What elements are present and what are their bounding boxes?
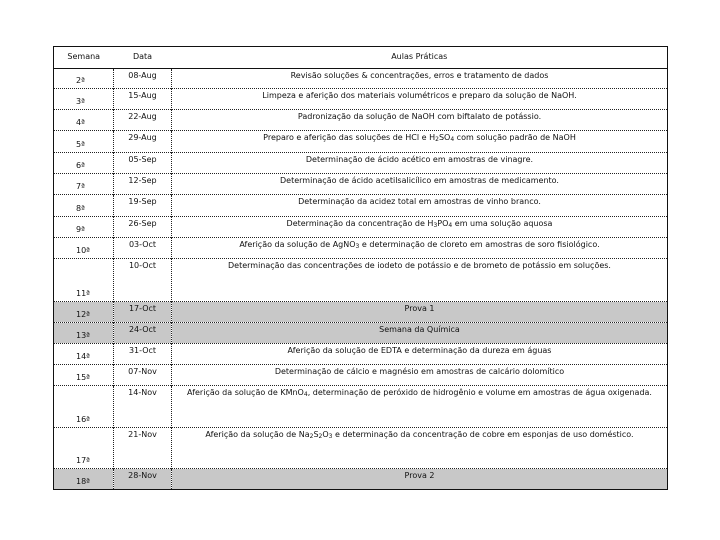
header-row <box>54 47 668 69</box>
table-row <box>54 344 668 365</box>
week-cell: 4ª <box>54 110 114 131</box>
date-cell: 19-Sep <box>114 195 172 217</box>
subscript: 4 <box>448 222 453 229</box>
week-cell: 8ª <box>54 195 114 217</box>
week-cell: 13ª <box>54 323 114 344</box>
week-cell: 16ª <box>54 386 114 428</box>
topic-cell: Revisão soluções & concentrações, erros e tratamento de dados <box>290 71 549 80</box>
topic-text: Aferição da solução de AgNO <box>239 240 356 249</box>
topic-text: Aferição da solução de Na <box>205 430 310 439</box>
date-cell: 22-Aug <box>114 110 172 131</box>
week-cell: 15ª <box>54 365 114 386</box>
topic-text: PO <box>437 219 449 228</box>
date-cell: 03-Oct <box>114 238 172 259</box>
topic-cell <box>172 238 668 259</box>
topic-cell <box>172 217 668 238</box>
table-row-exam <box>54 302 668 323</box>
week-cell: 6ª <box>54 153 114 174</box>
subscript: 2 <box>435 136 439 143</box>
week-cell: 14ª <box>54 344 114 365</box>
topic-cell: Aferição da solução de EDTA e determinação da dureza em águas <box>287 346 552 355</box>
subscript: 3 <box>355 243 360 250</box>
topic-cell: Determinação de ácido acético em amostras de vinagre. <box>305 155 534 164</box>
subscript: 2 <box>318 433 323 440</box>
topic-text: e determinação da concentração de cobre em esponjas de uso doméstico. <box>332 430 634 439</box>
week-cell: 18ª <box>54 469 114 490</box>
subscript: 2 <box>309 433 314 440</box>
topic-cell: Determinação das concentrações de iodeto de potássio e de brometo de potássio em soluções. <box>228 261 611 270</box>
date-cell: 05-Sep <box>114 153 172 174</box>
topic-text: S <box>313 430 319 439</box>
table-row <box>54 131 668 153</box>
table-row <box>54 238 668 259</box>
table-row <box>54 428 668 469</box>
week-cell: 7ª <box>54 174 114 195</box>
table-row <box>54 69 668 89</box>
date-cell: 07-Nov <box>114 365 172 386</box>
topic-cell <box>172 386 668 428</box>
topic-text: com solução padrão de NaOH <box>454 133 576 142</box>
topic-text: Determinação da concentração de H <box>286 219 434 228</box>
topic-cell <box>172 428 668 469</box>
date-cell: 28-Nov <box>114 469 172 490</box>
table-row <box>54 259 668 302</box>
date-cell: 29-Aug <box>114 131 172 153</box>
topic-cell: Prova 1 <box>404 304 435 313</box>
topic-text: O <box>322 430 329 439</box>
table-row <box>54 217 668 238</box>
topic-cell: Determinação de ácido acetilsalicílico em amostras de medicamento. <box>280 176 559 185</box>
header-classes: Aulas Práticas <box>172 47 668 69</box>
topic-cell: Determinação da acidez total em amostras de vinho branco. <box>298 197 541 206</box>
topic-cell: Padronização da solução de NaOH com biftalato de potássio. <box>297 112 542 121</box>
date-cell: 10-Oct <box>114 259 172 302</box>
date-cell: 26-Sep <box>114 217 172 238</box>
week-cell: 9ª <box>54 217 114 238</box>
topic-text: , determinação de peróxido de hidrogênio e volume em amostras de água oxigenada. <box>307 388 652 397</box>
table-row <box>54 89 668 110</box>
topic-cell: Limpeza e aferição dos materiais volumétricos e preparo da solução de NaOH. <box>262 91 577 100</box>
date-cell: 12-Sep <box>114 174 172 195</box>
week-cell: 2ª <box>54 69 114 89</box>
week-cell: 3ª <box>54 89 114 110</box>
table-row <box>54 365 668 386</box>
header-date: Data <box>114 47 172 69</box>
week-cell: 11ª <box>54 259 114 302</box>
topic-text: Aferição da solução de KMnO <box>187 388 304 397</box>
table-row <box>54 174 668 195</box>
topic-cell: Prova 2 <box>404 471 435 480</box>
schedule-table <box>53 46 668 490</box>
date-cell: 15-Aug <box>114 89 172 110</box>
table-row-exam <box>54 469 668 490</box>
date-cell: 24-Oct <box>114 323 172 344</box>
topic-cell <box>172 131 668 153</box>
week-cell: 12ª <box>54 302 114 323</box>
topic-cell: Semana da Química <box>379 325 460 334</box>
topic-cell: Determinação de cálcio e magnésio em amostras de calcário dolomítico <box>274 367 565 376</box>
topic-text: em uma solução aquosa <box>452 219 553 228</box>
subscript: 4 <box>303 391 308 398</box>
date-cell: 14-Nov <box>114 386 172 428</box>
table-row-exam <box>54 323 668 344</box>
week-cell: 10ª <box>54 238 114 259</box>
table-row <box>54 386 668 428</box>
date-cell: 21-Nov <box>114 428 172 469</box>
table-row <box>54 110 668 131</box>
subscript: 3 <box>328 433 333 440</box>
table-row <box>54 195 668 217</box>
date-cell: 31-Oct <box>114 344 172 365</box>
header-week: Semana <box>54 47 114 69</box>
week-cell: 17ª <box>54 428 114 469</box>
date-cell: 17-Oct <box>114 302 172 323</box>
subscript: 4 <box>450 136 455 143</box>
table-row <box>54 153 668 174</box>
date-cell: 08-Aug <box>114 69 172 89</box>
topic-text: SO <box>438 133 451 142</box>
topic-text: Preparo e aferição das soluções de HCl e H <box>263 133 436 142</box>
subscript: 3 <box>433 222 438 229</box>
week-cell: 5ª <box>54 131 114 153</box>
topic-text: e determinação de cloreto em amostras de soro fisiológico. <box>359 240 600 249</box>
